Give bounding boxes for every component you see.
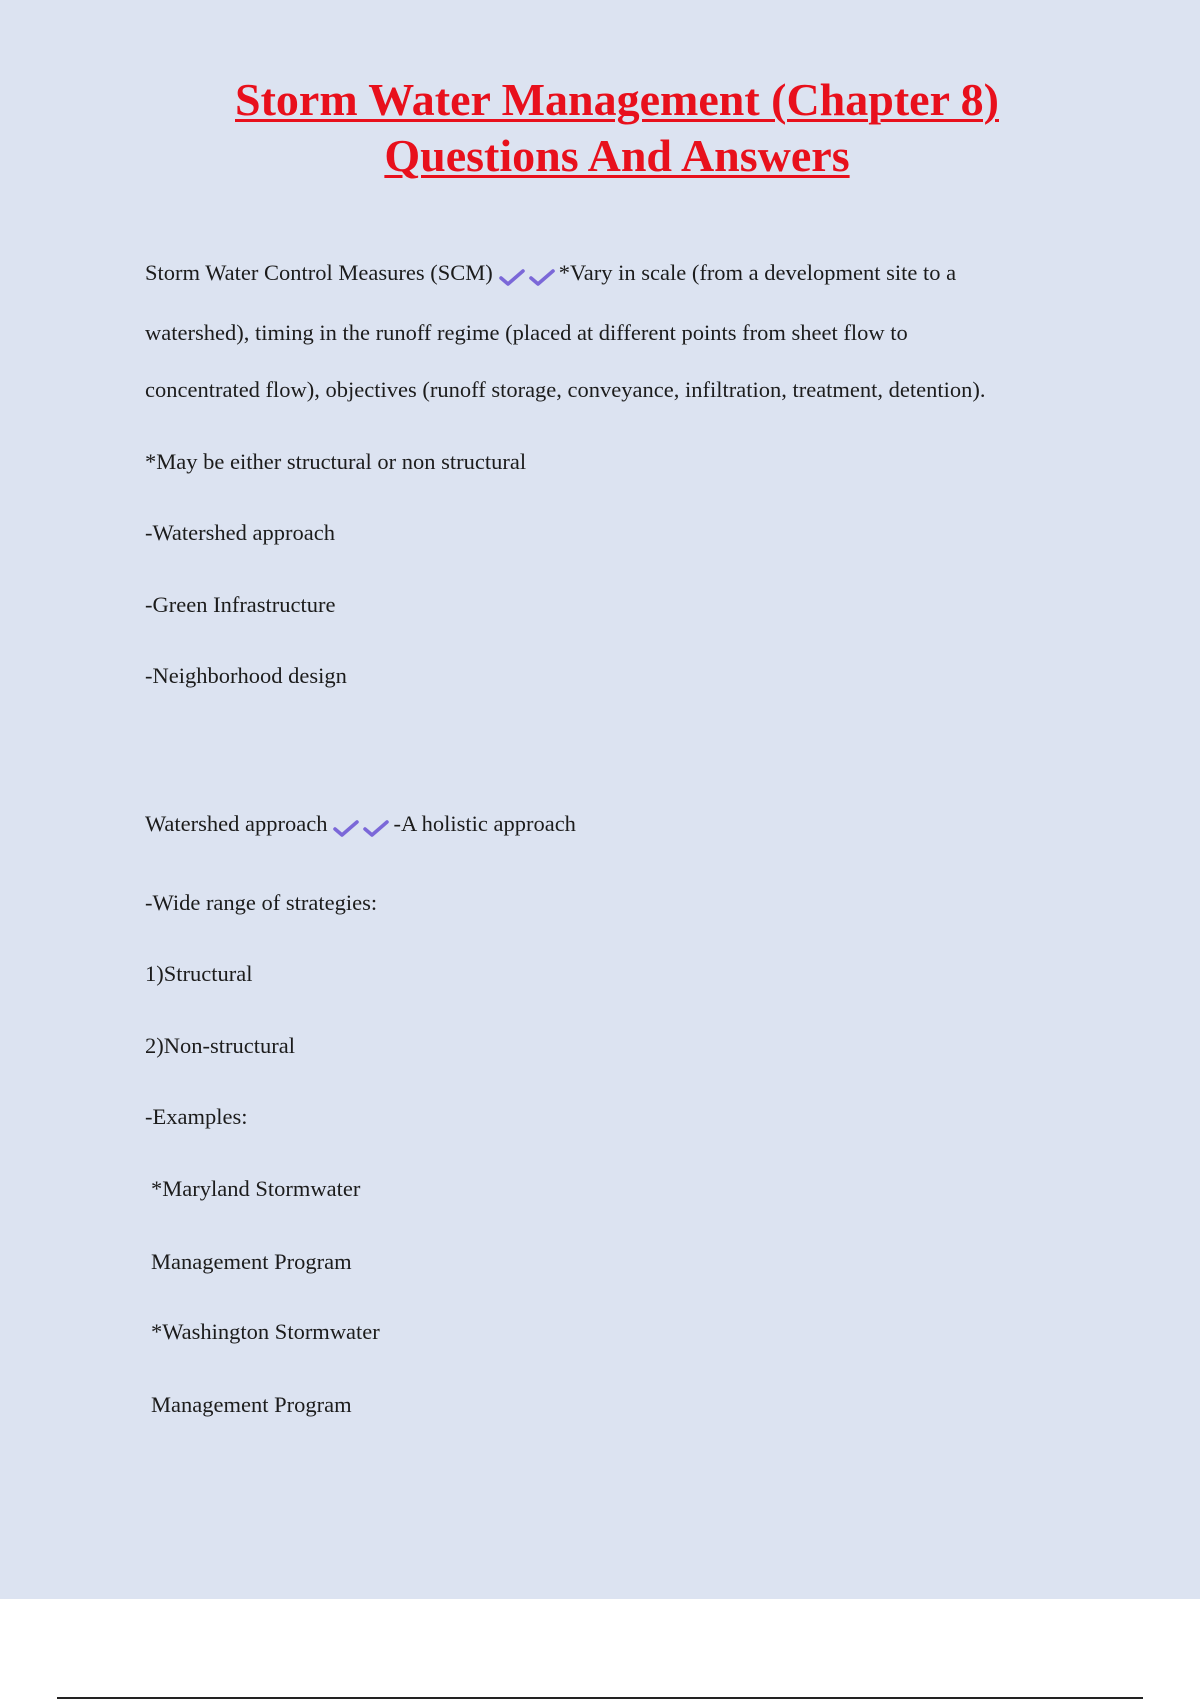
qa2-answer-line-9: Management Program — [151, 1392, 352, 1417]
title-line-1: Storm Water Management (Chapter 8) — [235, 74, 999, 125]
qa1-answer-line-4: *May be either structural or non structural — [145, 449, 527, 474]
qa1-term: Storm Water Control Measures (SCM) — [145, 260, 493, 285]
title-line-2: Questions And Answers — [384, 130, 850, 181]
qa1-answer-line-1: *Vary in scale (from a development site to a — [558, 260, 957, 285]
qa1-answer-line-5: -Watershed approach — [145, 520, 335, 545]
double-check-icon — [333, 812, 391, 840]
qa2-term: Watershed approach — [145, 811, 328, 836]
qa2-answer-line-5: -Examples: — [145, 1104, 248, 1129]
qa2-answer-line-1: -A holistic approach — [393, 811, 576, 836]
qa1-answer-line-7: -Neighborhood design — [145, 663, 347, 688]
qa2-answer-line-8: *Washington Stormwater — [151, 1319, 380, 1344]
document-title — [0, 72, 1200, 184]
qa2-answer-line-6: *Maryland Stormwater — [151, 1176, 361, 1201]
qa2-first-line — [145, 810, 576, 840]
footer-divider — [57, 1697, 1143, 1699]
qa1-answer-line-2: watershed), timing in the runoff regime (placed at different points from sheet flow to — [145, 320, 908, 345]
qa2-answer-line-3: 1)Structural — [145, 961, 253, 986]
qa1-answer-line-6: -Green Infrastructure — [145, 592, 336, 617]
double-check-icon — [499, 261, 557, 289]
qa2-answer-line-2: -Wide range of strategies: — [145, 890, 378, 915]
qa2-answer-line-4: 2)Non-structural — [145, 1033, 295, 1058]
qa1-first-line — [145, 259, 956, 289]
qa2-answer-line-7: Management Program — [151, 1249, 352, 1274]
qa1-answer-line-3: concentrated flow), objectives (runoff storage, conveyance, infiltration, treatment, detention). — [145, 377, 986, 402]
